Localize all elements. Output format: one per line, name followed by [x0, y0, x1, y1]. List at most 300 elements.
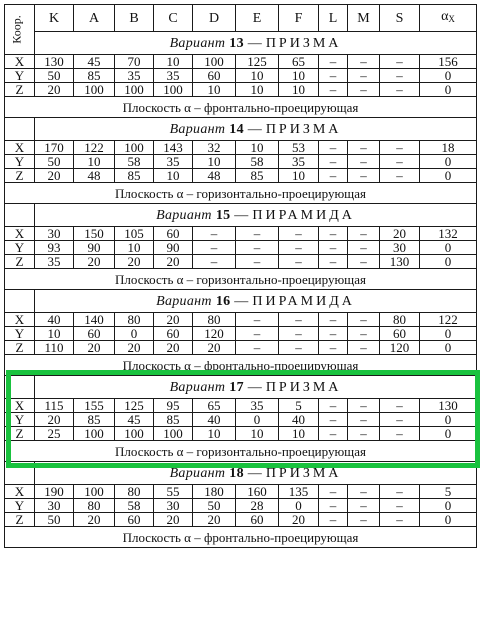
value-cell: 65	[193, 399, 236, 413]
value-cell: 70	[115, 55, 154, 69]
coord-header-label: Коор.	[9, 15, 24, 44]
plane-description: Плоскость α – горизонтально-проецирующая	[5, 441, 477, 462]
coord-row-label: Y	[5, 413, 35, 427]
value-cell: –	[348, 313, 380, 327]
variant-number: 13	[229, 35, 244, 51]
value-cell: 160	[236, 485, 279, 499]
value-cell: –	[319, 427, 348, 441]
coord-row-z	[5, 341, 477, 355]
value-cell: 20	[115, 255, 154, 269]
value-cell: –	[279, 341, 319, 355]
value-cell: –	[348, 169, 380, 183]
value-cell: –	[319, 69, 348, 83]
value-cell: –	[380, 513, 420, 527]
value-cell: 125	[236, 55, 279, 69]
value-cell: –	[193, 255, 236, 269]
plane-row	[5, 527, 477, 548]
value-cell: –	[319, 313, 348, 327]
value-cell: 10	[236, 427, 279, 441]
value-cell: 50	[193, 499, 236, 513]
value-cell: 85	[74, 69, 115, 83]
value-cell: 10	[279, 427, 319, 441]
value-cell: 80	[380, 313, 420, 327]
variants-table-scan	[4, 4, 476, 548]
value-cell: –	[319, 341, 348, 355]
variant-dash: —	[230, 207, 253, 223]
value-cell: 143	[154, 141, 193, 155]
header-row	[5, 5, 477, 32]
value-cell: 95	[154, 399, 193, 413]
value-cell: 28	[236, 499, 279, 513]
value-cell: 20	[154, 513, 193, 527]
variant-dash: —	[243, 465, 266, 481]
value-cell: 85	[154, 413, 193, 427]
value-cell: 0	[420, 169, 477, 183]
coord-row-x	[5, 227, 477, 241]
coord-row-z	[5, 427, 477, 441]
value-cell: –	[348, 141, 380, 155]
value-cell: 20	[35, 413, 74, 427]
value-cell: 45	[74, 55, 115, 69]
value-cell: 10	[154, 55, 193, 69]
col-header-e: E	[236, 5, 279, 32]
value-cell: 105	[115, 227, 154, 241]
value-cell: 80	[74, 499, 115, 513]
value-cell: 10	[193, 83, 236, 97]
value-cell: –	[380, 155, 420, 169]
value-cell: 10	[236, 83, 279, 97]
value-cell: 130	[380, 255, 420, 269]
value-cell: 93	[35, 241, 74, 255]
value-cell: –	[319, 241, 348, 255]
value-cell: 85	[74, 413, 115, 427]
value-cell: –	[380, 141, 420, 155]
value-cell: 170	[35, 141, 74, 155]
value-cell: 32	[193, 141, 236, 155]
coord-row-z	[5, 83, 477, 97]
value-cell: 58	[236, 155, 279, 169]
variant-shape: ПРИЗМА	[265, 379, 342, 395]
variant-dash: —	[230, 293, 253, 309]
value-cell: 60	[380, 327, 420, 341]
value-cell: –	[236, 227, 279, 241]
coord-row-label: Z	[5, 83, 35, 97]
value-cell: –	[236, 255, 279, 269]
value-cell: –	[279, 227, 319, 241]
variant-title-row	[5, 204, 477, 227]
value-cell: –	[348, 327, 380, 341]
value-cell: 40	[279, 413, 319, 427]
variant-dash: —	[243, 379, 266, 395]
coord-row-y	[5, 69, 477, 83]
value-cell: 10	[154, 169, 193, 183]
value-cell: –	[348, 399, 380, 413]
value-cell: 10	[193, 155, 236, 169]
variant-word: Вариант	[156, 207, 212, 223]
value-cell: –	[319, 155, 348, 169]
value-cell: 85	[115, 169, 154, 183]
variant-word: Вариант	[169, 465, 226, 481]
value-cell: –	[319, 83, 348, 97]
value-cell: 190	[35, 485, 74, 499]
coord-row-y	[5, 155, 477, 169]
coord-row-label: Y	[5, 155, 35, 169]
col-header-s: S	[380, 5, 420, 32]
coord-row-label: X	[5, 227, 35, 241]
value-cell: 100	[154, 427, 193, 441]
variant-shape: ПРИЗМА	[265, 121, 342, 137]
variant-number: 18	[229, 465, 244, 481]
value-cell: 90	[74, 241, 115, 255]
value-cell: –	[319, 227, 348, 241]
value-cell: 20	[154, 255, 193, 269]
coord-row-label: Y	[5, 241, 35, 255]
value-cell: 53	[279, 141, 319, 155]
value-cell: 25	[35, 427, 74, 441]
value-cell: 50	[35, 69, 74, 83]
value-cell: 48	[74, 169, 115, 183]
value-cell: –	[348, 83, 380, 97]
value-cell: –	[380, 485, 420, 499]
value-cell: –	[236, 241, 279, 255]
value-cell: –	[380, 499, 420, 513]
variant-dash: —	[243, 121, 266, 137]
variant-title	[35, 290, 477, 313]
variant-word: Вариант	[169, 379, 226, 395]
value-cell: 20	[380, 227, 420, 241]
coord-row-label: X	[5, 141, 35, 155]
coord-row-y	[5, 499, 477, 513]
value-cell: 122	[74, 141, 115, 155]
coord-row-x	[5, 399, 477, 413]
value-cell: 10	[279, 169, 319, 183]
value-cell: 80	[115, 313, 154, 327]
plane-row	[5, 183, 477, 204]
value-cell: 60	[236, 513, 279, 527]
value-cell: 30	[380, 241, 420, 255]
value-cell: 0	[420, 341, 477, 355]
coord-row-x	[5, 55, 477, 69]
value-cell: –	[319, 485, 348, 499]
value-cell: –	[319, 255, 348, 269]
value-cell: –	[319, 413, 348, 427]
variant-title-row	[5, 376, 477, 399]
coord-row-label: Z	[5, 169, 35, 183]
coord-row-x	[5, 485, 477, 499]
value-cell: 140	[74, 313, 115, 327]
value-cell: 60	[115, 513, 154, 527]
value-cell: –	[193, 241, 236, 255]
value-cell: 20	[193, 341, 236, 355]
value-cell: –	[236, 341, 279, 355]
value-cell: 20	[35, 169, 74, 183]
coord-row-label: Z	[5, 341, 35, 355]
value-cell: 0	[420, 241, 477, 255]
value-cell: 20	[74, 513, 115, 527]
coord-row-label: Y	[5, 69, 35, 83]
value-cell: –	[319, 327, 348, 341]
value-cell: –	[348, 227, 380, 241]
value-cell: –	[348, 499, 380, 513]
value-cell: 35	[154, 69, 193, 83]
value-cell: 60	[74, 327, 115, 341]
col-header-alpha	[420, 5, 477, 32]
value-cell: 55	[154, 485, 193, 499]
value-cell: 132	[420, 227, 477, 241]
value-cell: 58	[115, 155, 154, 169]
coord-header	[5, 5, 35, 55]
value-cell: 180	[193, 485, 236, 499]
plane-row	[5, 97, 477, 118]
value-cell: 20	[154, 313, 193, 327]
value-cell: 150	[74, 227, 115, 241]
value-cell: –	[319, 55, 348, 69]
coord-row-label: Z	[5, 513, 35, 527]
value-cell: –	[380, 69, 420, 83]
plane-row	[5, 269, 477, 290]
coord-row-label: X	[5, 55, 35, 69]
value-cell: –	[380, 413, 420, 427]
value-cell: 130	[420, 399, 477, 413]
value-cell: 58	[115, 499, 154, 513]
coord-row-z	[5, 513, 477, 527]
variant-title	[35, 32, 477, 55]
value-cell: –	[319, 399, 348, 413]
value-cell: 110	[35, 341, 74, 355]
value-cell: –	[380, 399, 420, 413]
value-cell: 35	[35, 255, 74, 269]
value-cell: –	[236, 313, 279, 327]
value-cell: 0	[420, 255, 477, 269]
coord-row-label: Y	[5, 499, 35, 513]
coord-row-y	[5, 327, 477, 341]
value-cell: 0	[420, 413, 477, 427]
value-cell: 0	[420, 327, 477, 341]
value-cell: 120	[193, 327, 236, 341]
value-cell: –	[348, 413, 380, 427]
value-cell: 5	[279, 399, 319, 413]
value-cell: 30	[35, 499, 74, 513]
value-cell: 100	[154, 83, 193, 97]
value-cell: 35	[115, 69, 154, 83]
value-cell: 65	[279, 55, 319, 69]
plane-description: Плоскость α – фронтально-проецирующая	[5, 355, 477, 376]
coord-row-label: Z	[5, 427, 35, 441]
value-cell: –	[279, 327, 319, 341]
variant-title-lead-cell	[5, 462, 35, 485]
variant-title-row	[5, 290, 477, 313]
variant-shape: ПРИЗМА	[265, 35, 342, 51]
value-cell: 0	[420, 513, 477, 527]
value-cell: 120	[380, 341, 420, 355]
coord-row-label: X	[5, 485, 35, 499]
value-cell: 20	[115, 341, 154, 355]
value-cell: 85	[236, 169, 279, 183]
alpha-subscript: X	[448, 14, 455, 24]
value-cell: 20	[74, 341, 115, 355]
plane-row	[5, 355, 477, 376]
value-cell: 0	[420, 69, 477, 83]
variant-title-lead-cell	[5, 204, 35, 227]
value-cell: 0	[420, 427, 477, 441]
value-cell: 100	[74, 427, 115, 441]
value-cell: 10	[279, 83, 319, 97]
value-cell: 10	[279, 69, 319, 83]
value-cell: 10	[35, 327, 74, 341]
value-cell: –	[193, 227, 236, 241]
variant-title-row	[5, 32, 477, 55]
variant-title-lead-cell	[5, 118, 35, 141]
value-cell: 130	[35, 55, 74, 69]
value-cell: 40	[35, 313, 74, 327]
variant-dash: —	[243, 35, 266, 51]
value-cell: 60	[154, 227, 193, 241]
variant-title	[35, 204, 477, 227]
col-header-a: A	[74, 5, 115, 32]
col-header-k: K	[35, 5, 74, 32]
value-cell: 30	[35, 227, 74, 241]
plane-description: Плоскость α – фронтально-проецирующая	[5, 97, 477, 118]
value-cell: 122	[420, 313, 477, 327]
value-cell: 50	[35, 155, 74, 169]
coord-row-label: X	[5, 313, 35, 327]
value-cell: –	[319, 169, 348, 183]
variant-title	[35, 118, 477, 141]
variant-shape: ПИРАМИДА	[252, 207, 355, 223]
variant-number: 15	[215, 207, 231, 223]
coord-row-z	[5, 255, 477, 269]
value-cell: 0	[420, 155, 477, 169]
value-cell: –	[348, 241, 380, 255]
variant-title-lead-cell	[5, 290, 35, 313]
variant-number: 14	[229, 121, 244, 137]
col-header-m: M	[348, 5, 380, 32]
value-cell: 40	[193, 413, 236, 427]
value-cell: 100	[115, 141, 154, 155]
variant-number: 16	[215, 293, 231, 309]
coord-row-label: Y	[5, 327, 35, 341]
value-cell: –	[380, 427, 420, 441]
variant-title	[35, 462, 477, 485]
value-cell: 35	[279, 155, 319, 169]
value-cell: 0	[115, 327, 154, 341]
value-cell: 115	[35, 399, 74, 413]
coord-row-z	[5, 169, 477, 183]
col-header-b: B	[115, 5, 154, 32]
value-cell: –	[348, 155, 380, 169]
coord-row-y	[5, 241, 477, 255]
value-cell: 125	[115, 399, 154, 413]
value-cell: 10	[236, 141, 279, 155]
value-cell: 48	[193, 169, 236, 183]
plane-description: Плоскость α – горизонтально-проецирующая	[5, 183, 477, 204]
variant-word: Вариант	[169, 35, 226, 51]
value-cell: –	[279, 313, 319, 327]
value-cell: 100	[115, 83, 154, 97]
value-cell: –	[348, 341, 380, 355]
coord-row-label: X	[5, 399, 35, 413]
coord-row-y	[5, 413, 477, 427]
value-cell: 20	[279, 513, 319, 527]
col-header-c: C	[154, 5, 193, 32]
variant-title-row	[5, 462, 477, 485]
value-cell: 18	[420, 141, 477, 155]
col-header-l: L	[319, 5, 348, 32]
plane-row	[5, 441, 477, 462]
value-cell: 60	[193, 69, 236, 83]
value-cell: 80	[115, 485, 154, 499]
value-cell: 5	[420, 485, 477, 499]
value-cell: 10	[115, 241, 154, 255]
variant-word: Вариант	[156, 293, 212, 309]
value-cell: 0	[420, 83, 477, 97]
value-cell: 20	[74, 255, 115, 269]
value-cell: 10	[74, 155, 115, 169]
value-cell: 100	[193, 55, 236, 69]
plane-description: Плоскость α – горизонтально-проецирующая	[5, 269, 477, 290]
value-cell: –	[348, 69, 380, 83]
value-cell: 60	[154, 327, 193, 341]
coord-row-label: Z	[5, 255, 35, 269]
value-cell: 156	[420, 55, 477, 69]
variant-shape: ПРИЗМА	[265, 465, 342, 481]
value-cell: –	[319, 513, 348, 527]
value-cell: –	[380, 169, 420, 183]
alpha-symbol: α	[441, 9, 449, 24]
variants-table	[4, 4, 477, 548]
coord-row-x	[5, 141, 477, 155]
value-cell: –	[348, 255, 380, 269]
value-cell: –	[319, 499, 348, 513]
value-cell: –	[348, 427, 380, 441]
value-cell: 50	[35, 513, 74, 527]
value-cell: 100	[115, 427, 154, 441]
value-cell: 100	[74, 83, 115, 97]
variant-title	[35, 376, 477, 399]
value-cell: –	[236, 327, 279, 341]
variant-word: Вариант	[169, 121, 226, 137]
value-cell: –	[380, 55, 420, 69]
value-cell: 0	[236, 413, 279, 427]
value-cell: 20	[35, 83, 74, 97]
value-cell: –	[279, 241, 319, 255]
variant-number: 17	[229, 379, 244, 395]
col-header-f: F	[279, 5, 319, 32]
value-cell: 100	[74, 485, 115, 499]
value-cell: –	[348, 485, 380, 499]
value-cell: 10	[236, 69, 279, 83]
value-cell: 20	[154, 341, 193, 355]
value-cell: 80	[193, 313, 236, 327]
value-cell: 135	[279, 485, 319, 499]
value-cell: –	[279, 255, 319, 269]
value-cell: 20	[193, 513, 236, 527]
variant-title-row	[5, 118, 477, 141]
value-cell: –	[380, 83, 420, 97]
value-cell: 90	[154, 241, 193, 255]
value-cell: 0	[279, 499, 319, 513]
plane-description: Плоскость α – фронтально-проецирующая	[5, 527, 477, 548]
value-cell: 155	[74, 399, 115, 413]
value-cell: 45	[115, 413, 154, 427]
coord-row-x	[5, 313, 477, 327]
value-cell: –	[319, 141, 348, 155]
value-cell: 35	[154, 155, 193, 169]
value-cell: 0	[420, 499, 477, 513]
value-cell: 35	[236, 399, 279, 413]
value-cell: –	[348, 55, 380, 69]
col-header-d: D	[193, 5, 236, 32]
